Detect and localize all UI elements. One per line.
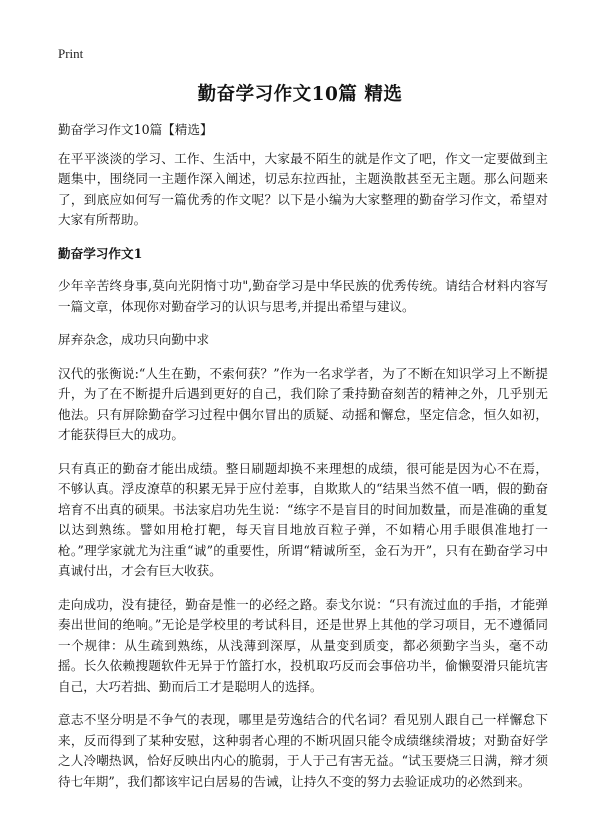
body-paragraph: 屏弃杂念，成功只向勤中求 (58, 332, 210, 347)
body-paragraph: 汉代的张衡说:“人生在勤，不索何获？”作为一名求学者，为了不断在知识学习上不断提升，为了在不断提升后遇到更好的自己，我们除了秉持勤奋刻苦的精神之外，几乎别无他法。只有屏除勤奋学习过程中偶尔冒出的质疑、动摇和懈怠，坚定信念，恒久如初，才能获得巨大的成功。 (58, 365, 548, 442)
body-paragraph: 只有真正的勤奋才能出成绩。整日刷题却换不来理想的成绩，很可能是因为心不在焉，不够认真。浮皮潦草的积累无异于应付差事，自欺欺人的“结果当然不值一哂，假的勤奋培育不出真的硕果。书法家启功先生说：“练字不是盲目的时间加数量，而是准确的重复以达到熟练。譬如用枪打靶，每天盲目地放百粒子弹，不如精心用手眼俱准地打一枪。”理学家就尤为注重“诚”的重要性，所谓“精诚所至，金石为开”，只有在勤奋学习中真诚付出，才会有巨大收获。 (58, 460, 548, 578)
print-link[interactable]: Print (58, 46, 84, 61)
body-paragraph: 意志不坚分明是不争气的表现，哪里是劳逸结合的代名词？看见别人跟自己一样懈怠下来，反而得到了某种安慰，这种弱者心理的不断巩固只能令成绩继续滑坡；对勤奋好学之人冷嘲热讽，恰好反映出内心的脆弱，于人于己有害无益。“试玉要烧三日满，辩才须待七年期”，我们都该牢记白居易的告诫，让持久不变的努力去验证成功的必然到来。 (58, 712, 548, 789)
intro-paragraph: 在平平淡淡的学习、工作、生活中，大家最不陌生的就是作文了吧，作文一定要做到主题集中，围绕同一主题作深入阐述，切忌东拉西扯，主题涣散甚至无主题。那么问题来了，到底应如何写一篇优秀的作文呢？以下是小编为大家整理的勤奋学习作文，希望对大家有所帮助。 (58, 150, 548, 227)
document-subtitle: 勤奋学习作文10篇【精选】 (58, 122, 213, 137)
body-paragraph: 少年辛苦终身事,莫向光阴惰寸功",勤奋学习是中华民族的优秀传统。请结合材料内容写一篇文章，体现你对勤奋学习的认识与思考,并提出希望与建议。 (58, 278, 548, 314)
body-paragraph: 走向成功，没有捷径，勤奋是惟一的必经之路。泰戈尔说：“只有流过血的手指，才能弹奏出世间的绝响。”无论是学校里的考试科目，还是世界上其他的学习项目，无不遵循同一个规律：从生疏到熟练，从浅薄到深厚，从量变到质变，都必须勤字当头，毫不动摇。长久依赖搜题软件无异于竹篮打水，投机取巧反而会事倍功半，偷懒耍滑只能坑害自己，大巧若拙、勤而后工才是聪明人的选择。 (58, 596, 548, 694)
section-heading: 勤奋学习作文1 (58, 245, 143, 261)
document-body (58, 120, 548, 805)
document-title: 勤奋学习作文10篇 精选 (197, 84, 403, 105)
